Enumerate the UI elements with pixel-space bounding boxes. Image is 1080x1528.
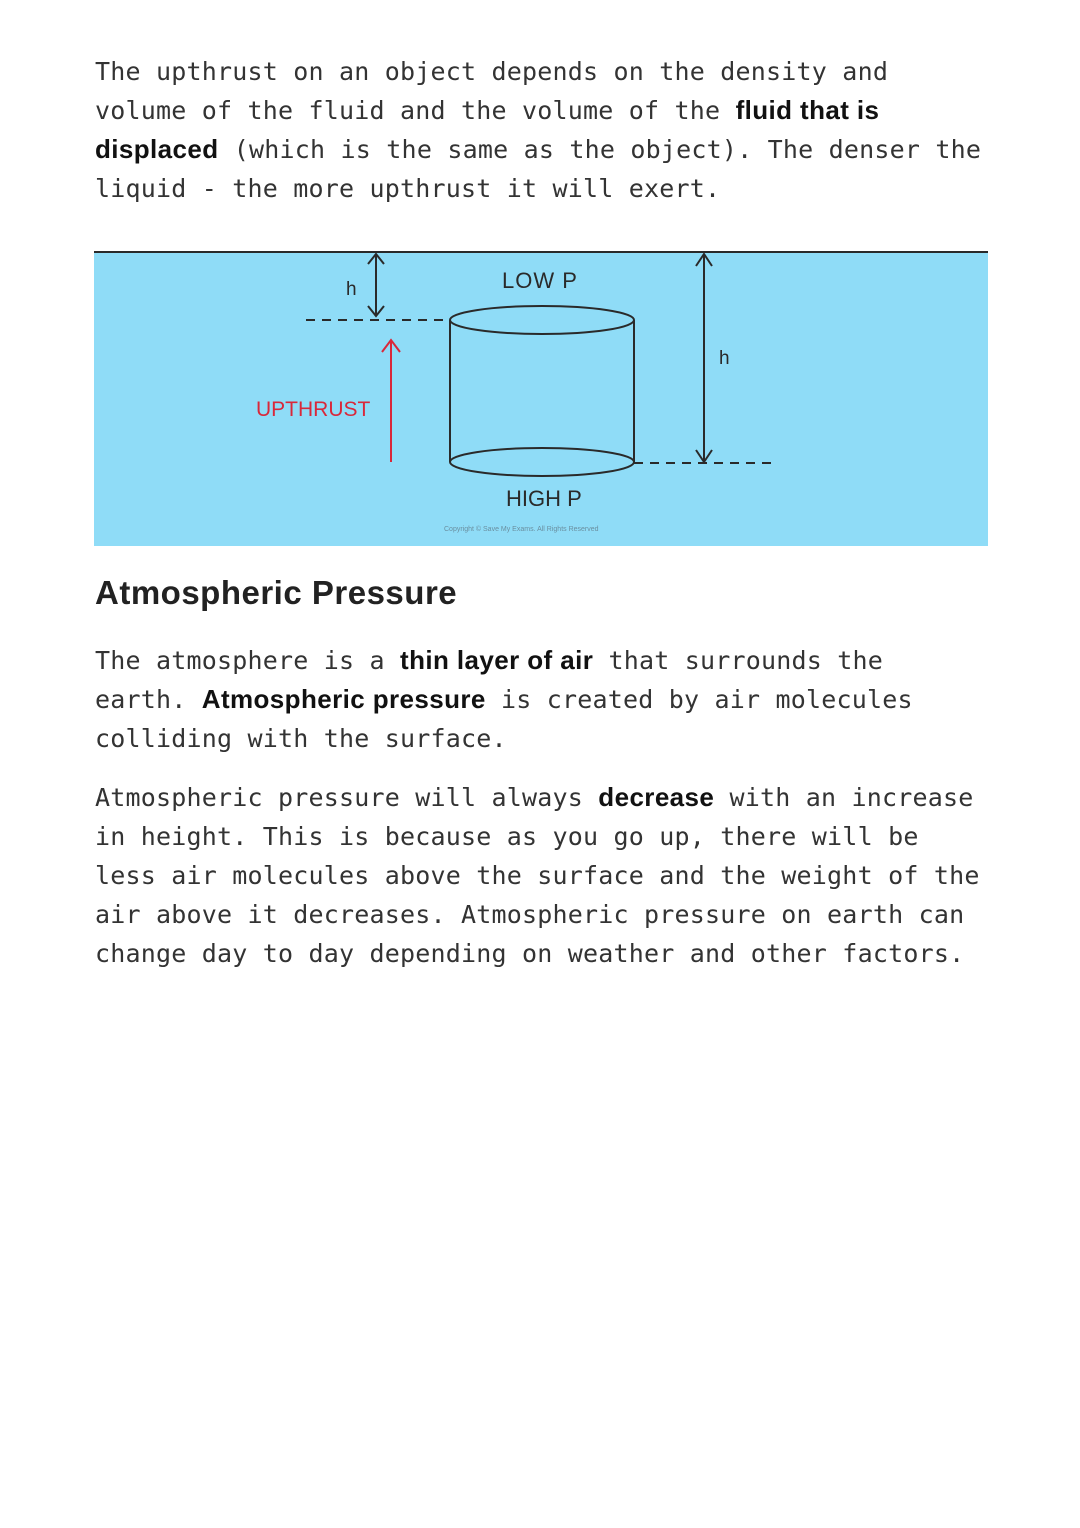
pressure-height-paragraph xyxy=(95,778,985,973)
paragraph-text: The atmosphere is a xyxy=(95,646,401,675)
low-pressure-label: LOW P xyxy=(502,268,578,293)
upthrust-diagram xyxy=(94,250,988,546)
paragraph-text: (which is the same as the object). The denser the liquid - the more upthrust it will exert. xyxy=(95,135,982,203)
paragraph-text: with an increase in height. This is because as you go up, there will be less air molecules above the surface and the weight of the air above it decreases. Atmospheric pressure on earth can change day to day depending on weather and other factors. xyxy=(95,783,980,968)
high-pressure-label: HIGH P xyxy=(506,486,582,511)
bold-term-decrease: decrease xyxy=(598,782,715,812)
upthrust-label: UPTHRUST xyxy=(256,398,371,421)
paragraph-text: The upthrust on an object depends on the density and volume of the fluid and the volume of the xyxy=(95,57,889,125)
atmosphere-paragraph xyxy=(95,641,985,758)
cylinder-top xyxy=(450,306,634,334)
upthrust-paragraph xyxy=(95,52,985,208)
paragraph-text: is created by air molecules colliding with the surface. xyxy=(95,685,913,753)
paragraph-text: Atmospheric pressure will always xyxy=(95,783,599,812)
bold-term-fluid-displaced: fluid that is displaced xyxy=(95,95,880,164)
right-h-label: h xyxy=(719,348,730,369)
paragraph-text: that surrounds the earth. xyxy=(95,646,883,714)
left-h-label: h xyxy=(346,279,357,300)
cylinder-bottom xyxy=(450,448,634,476)
copyright-text: Copyright © Save My Exams. All Rights Reserved xyxy=(444,526,599,533)
bold-term-atmospheric-pressure: Atmospheric pressure xyxy=(201,684,486,714)
bold-term-thin-layer: thin layer of air xyxy=(400,645,594,675)
section-heading: Atmospheric Pressure xyxy=(95,574,458,611)
